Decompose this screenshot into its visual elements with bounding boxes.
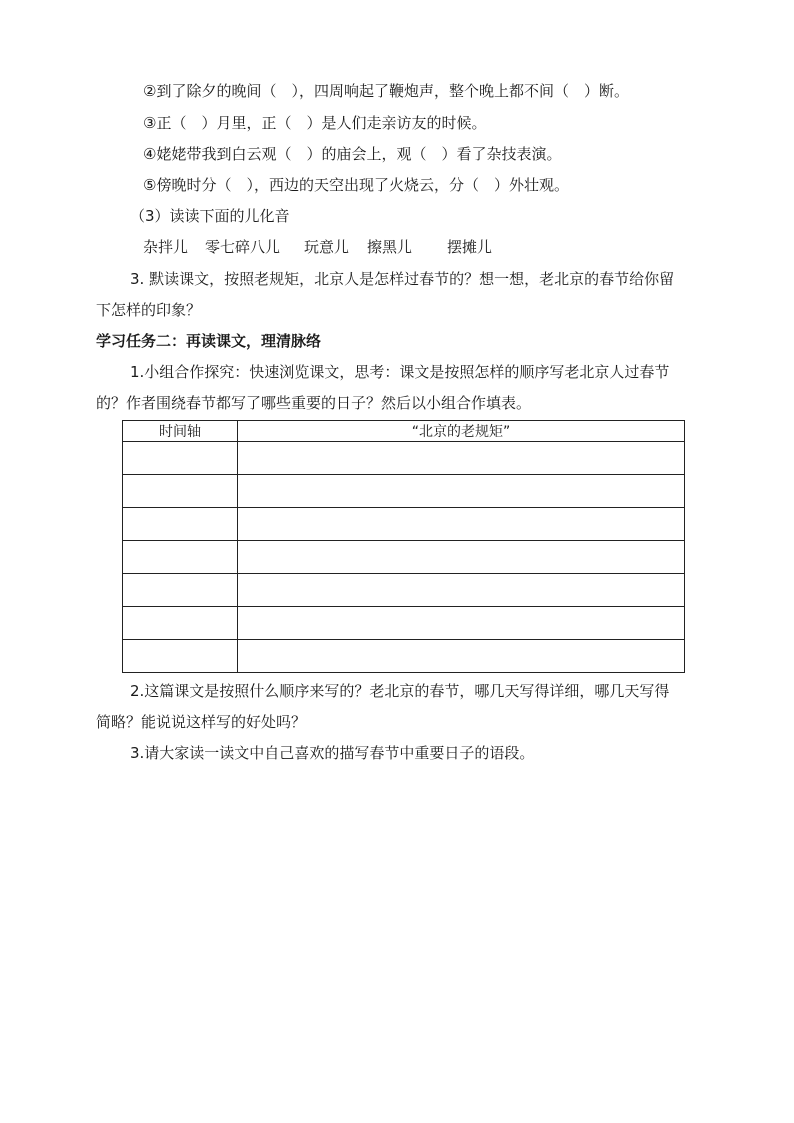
fill-item-5: ⑤傍晚时分（ ），西边的天空出现了火烧云，分（ ）外壮观。 [143, 176, 569, 194]
table-row [123, 508, 685, 541]
table-row [123, 607, 685, 640]
task-question-2-line2: 简略？能说说这样写的好处吗？ [96, 713, 307, 731]
erhua-word: 杂拌儿 [143, 238, 189, 256]
fill-item-2: ②到了除夕的晚间（ ），四周响起了鞭炮声，整个晚上都不间（ ）断。 [143, 82, 629, 100]
table-cell-custom[interactable] [238, 442, 685, 475]
erhua-word: 擦黑儿 [367, 238, 413, 256]
table-cell-time[interactable] [123, 475, 238, 508]
table-cell-custom[interactable] [238, 541, 685, 574]
table-row [123, 442, 685, 475]
task-question-1-line1: 1.小组合作探究：快速浏览课文，思考：课文是按照怎样的顺序写老北京人过春节 [130, 363, 670, 381]
section-heading: 学习任务二：再读课文，理清脉络 [96, 332, 322, 350]
timeline-table [122, 420, 685, 673]
task-question-3: 3.请大家读一读文中自己喜欢的描写春节中重要日子的语段。 [130, 744, 535, 762]
fill-item-3: ③正（ ）月里，正（ ）是人们走亲访友的时候。 [143, 114, 487, 132]
task-question-1-line2: 的？作者围绕春节都写了哪些重要的日子？然后以小组合作填表。 [96, 394, 532, 412]
table-cell-time[interactable] [123, 574, 238, 607]
table-cell-custom[interactable] [238, 475, 685, 508]
table-cell-custom[interactable] [238, 607, 685, 640]
table-cell-custom[interactable] [238, 574, 685, 607]
task-question-2-line1: 2.这篇课文是按照什么顺序来写的？老北京的春节，哪几天写得详细，哪几天写得 [130, 682, 670, 700]
table-cell-time[interactable] [123, 607, 238, 640]
table-cell-time[interactable] [123, 541, 238, 574]
table-row [123, 640, 685, 673]
table-cell-time[interactable] [123, 508, 238, 541]
table-header-row [123, 421, 685, 442]
erhua-word: 零七碎八儿 [205, 238, 281, 256]
table-row [123, 574, 685, 607]
erhua-word: 玩意儿 [304, 238, 350, 256]
table-cell-custom[interactable] [238, 508, 685, 541]
erhua-word: 摆摊儿 [447, 238, 493, 256]
table-cell-custom[interactable] [238, 640, 685, 673]
table-cell-time[interactable] [123, 442, 238, 475]
fill-item-4: ④姥姥带我到白云观（ ）的庙会上，观（ ）看了杂技表演。 [143, 145, 562, 163]
column-header-customs: “北京的老规矩” [238, 421, 685, 442]
question-3-line2: 下怎样的印象？ [96, 301, 202, 319]
table-cell-time[interactable] [123, 640, 238, 673]
table-row [123, 541, 685, 574]
column-header-timeline: 时间轴 [123, 421, 238, 442]
question-3-line1: 3. 默读课文，按照老规矩，北京人是怎样过春节的？想一想，老北京的春节给你留 [130, 270, 675, 288]
table-row [123, 475, 685, 508]
erhua-subheading: （3）读读下面的儿化音 [130, 207, 290, 225]
